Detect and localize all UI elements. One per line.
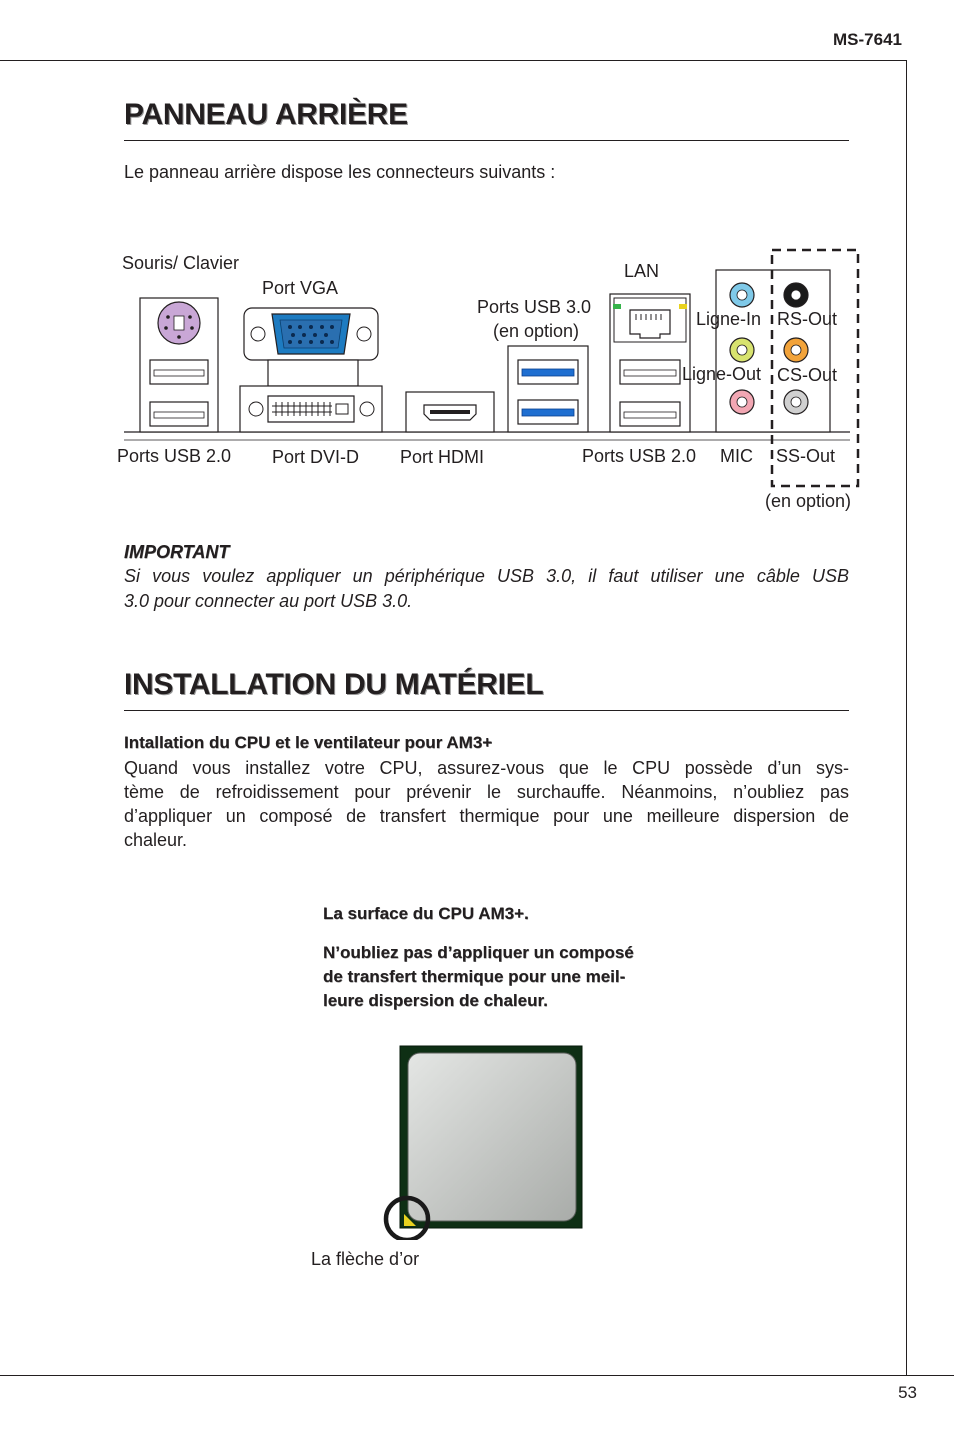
label-vga: Port VGA — [262, 278, 339, 298]
label-dvi: Port DVI-D — [272, 447, 360, 467]
cpu-note-line-3: leure dispersion de chaleur. — [323, 991, 548, 1010]
label-ss-out: SS-Out — [776, 446, 836, 466]
label-rs-out: RS-Out — [777, 309, 838, 329]
important-line-1: Si vous voulez appliquer un périphérique USB 3.0, il faut utiliser une câble USB — [124, 566, 849, 586]
dvi-port — [240, 386, 382, 432]
section-title-hardware: INSTALLATION DU MATÉRIEL — [124, 668, 544, 701]
vga-port — [244, 308, 378, 386]
section-rule-2 — [124, 710, 849, 711]
label-line-out: Ligne-Out — [682, 364, 762, 384]
important-title: IMPORTANT — [124, 542, 230, 562]
cpu-para-line-3: d’appliquer un composé de transfert thermique pour une meilleure dispersion de — [124, 806, 849, 826]
cpu-note-line-2: de transfert thermique pour une meil- — [323, 967, 626, 986]
section-rule-1 — [124, 140, 849, 141]
important-line-2: 3.0 pour connecter au port USB 3.0. — [124, 591, 413, 611]
cpu-heat-spreader — [408, 1053, 576, 1221]
cpu-illustration — [380, 1040, 600, 1240]
frame-bottom-rule — [0, 1375, 954, 1376]
cpu-drawing — [380, 1040, 600, 1240]
label-usb2-right: Ports USB 2.0 — [582, 446, 697, 466]
page-number: 53 — [898, 1383, 917, 1402]
label-lan: LAN — [624, 261, 660, 281]
gold-arrow-label: La flèche d’or — [311, 1249, 420, 1269]
hdmi-port — [406, 392, 494, 432]
frame-top-rule — [0, 60, 906, 61]
cpu-para-line-2: tème de refroidissement pour prévenir le surchauffe. Néanmoins, n’oubliez pas — [124, 782, 849, 802]
label-usb3-line1: Ports USB 3.0 — [477, 297, 592, 317]
cpu-para-line-1: Quand vous installez votre CPU, assurez-vous que le CPU possède d’un sys- — [124, 758, 849, 778]
label-cs-out: CS-Out — [777, 365, 838, 385]
label-usb3-line2: (en option) — [493, 321, 580, 341]
section-title-back-panel: PANNEAU ARRIÈRE — [124, 98, 408, 131]
label-line-in: Ligne-In — [696, 309, 762, 329]
lan-usb-block — [610, 294, 690, 432]
cpu-install-subtitle: Intallation du CPU et le ventilateur pour AM3+ — [124, 733, 493, 752]
usb3-ports — [508, 346, 588, 432]
label-hdmi: Port HDMI — [400, 447, 485, 467]
model-number: MS-7641 — [833, 30, 902, 49]
label-mic: MIC — [720, 446, 753, 466]
intro-text: Le panneau arrière dispose les connecteurs suivants : — [124, 162, 556, 182]
cpu-note-line-1: N’oubliez pas d’appliquer un composé — [323, 943, 634, 962]
label-ps2: Souris/ Clavier — [122, 253, 240, 273]
ps2-usb-block — [140, 298, 218, 432]
cpu-para-line-4: chaleur. — [124, 830, 188, 850]
cpu-surface-caption: La surface du CPU AM3+. — [323, 904, 529, 923]
label-optional: (en option) — [765, 491, 852, 511]
label-usb2-left: Ports USB 2.0 — [117, 446, 232, 466]
